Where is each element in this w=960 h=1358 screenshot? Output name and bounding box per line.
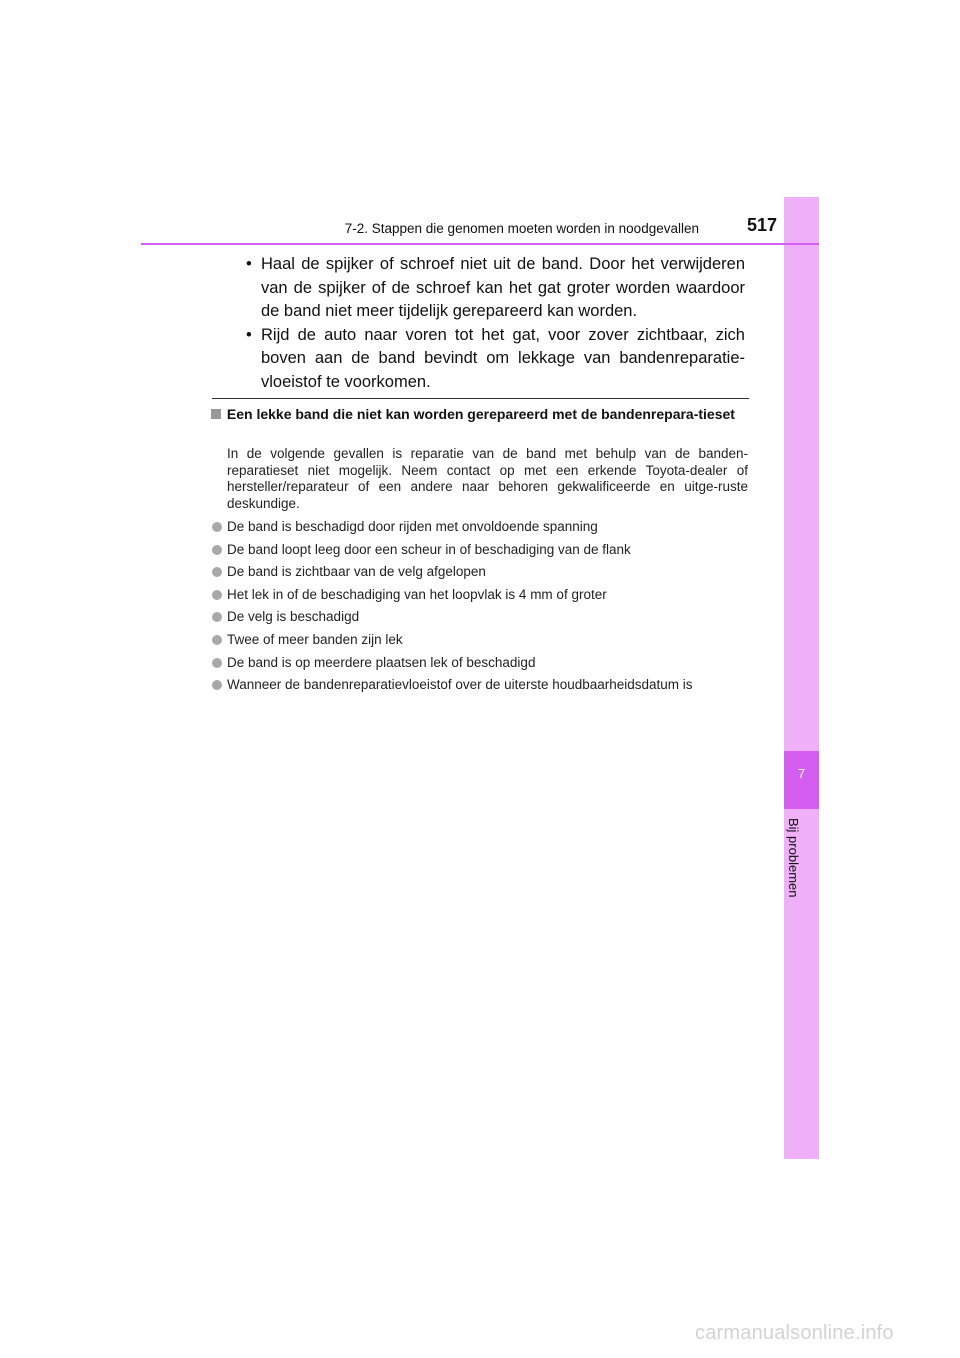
circle-bullet-icon (212, 612, 222, 622)
list-item: De velg is beschadigd (211, 609, 749, 625)
bullet-dot-icon: • (246, 325, 252, 344)
page-number: 517 (746, 215, 777, 235)
circle-bullet-icon (212, 590, 222, 600)
list-item: Twee of meer banden zijn lek (211, 632, 749, 648)
condition-list (211, 519, 749, 700)
caution-bullet (246, 324, 745, 395)
chapter-number: 7 (797, 766, 806, 781)
section-intro: In de volgende gevallen is reparatie van de band met behulp van de banden-reparatieset niet mogelijk. Neem contact op met een erkende Toyota-dealer of hersteller/reparateur of een andere naar behoren gekwalificeerde en uitge-ruste deskundige. (227, 446, 748, 512)
circle-bullet-icon (212, 658, 222, 668)
bullet-dot-icon: • (246, 255, 252, 273)
section-heading (211, 406, 749, 423)
section-title: Een lekke band die niet kan worden gerepareerd met de bandenrepara-tieset (226, 406, 735, 422)
caution-bullet (246, 253, 745, 324)
circle-bullet-icon (212, 680, 222, 690)
circle-bullet-icon (212, 522, 222, 532)
list-item: Het lek in of de beschadiging van het loopvlak is 4 mm of groter (211, 587, 749, 603)
square-bullet-icon (211, 409, 221, 419)
circle-bullet-icon (212, 545, 222, 555)
header-rule (141, 243, 819, 245)
chapter-side-tab (784, 197, 819, 1159)
circle-bullet-icon (212, 635, 222, 645)
list-item: De band is op meerdere plaatsen lek of beschadigd (211, 655, 749, 671)
list-item: De band is zichtbaar van de velg afgelopen (211, 564, 749, 580)
list-item: Wanneer de bandenreparatievloeistof over de uiterste houdbaarheidsdatum is (211, 677, 749, 693)
caution-text: Haal de spijker of schroef niet uit de band. Door het verwijderen van de spijker of de schroef kan het gat groter worden waardoor de band niet meer tijdelijk gerepareerd kan worden. (261, 255, 745, 320)
caution-box (246, 253, 745, 394)
list-item: De band loopt leeg door een scheur in of beschadiging van de flank (211, 542, 749, 558)
chapter-label: Bij problemen (786, 818, 801, 898)
watermark: carmanualsonline.info (695, 1322, 894, 1344)
header-section-title: 7-2. Stappen die genomen moeten worden in noodgevallen (344, 221, 699, 236)
list-item: De band is beschadigd door rijden met onvoldoende spanning (211, 519, 749, 535)
circle-bullet-icon (212, 567, 222, 577)
caution-divider (212, 398, 749, 399)
caution-text: Rijd de auto naar voren tot het gat, voor zover zichtbaar, zich boven aan de band bevindt om lekkage van bandenreparatie-vloeistof te voorkomen. (261, 325, 745, 391)
